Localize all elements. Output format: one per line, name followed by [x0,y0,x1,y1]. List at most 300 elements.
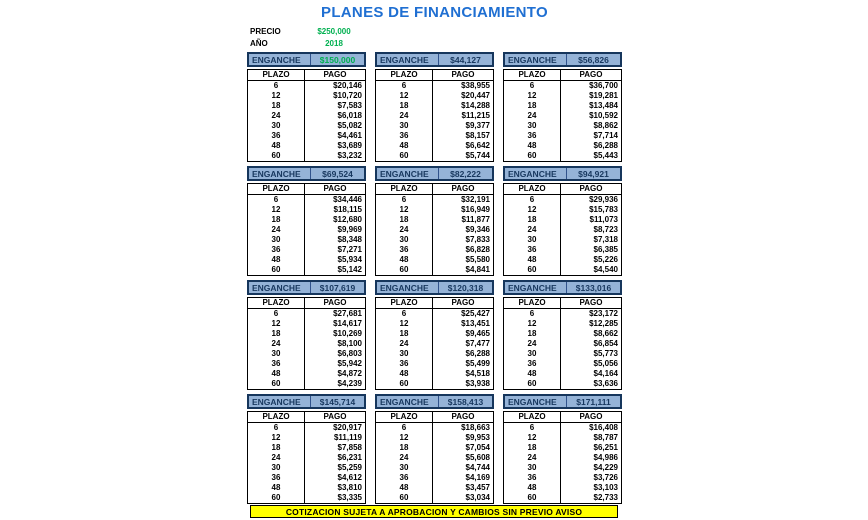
payment-row [248,111,365,121]
payment-row [504,349,621,359]
payment-table-header-row [248,298,365,309]
payment-row [504,131,621,141]
plazo-value: 18 [504,329,561,339]
plazo-value: 24 [248,339,305,349]
plazo-value: 18 [376,215,433,225]
plazo-value: 18 [376,443,433,453]
pago-value: $6,642 [465,141,490,150]
enganche-header [503,166,622,181]
anio-label: AÑO [250,38,268,48]
payment-row [504,151,621,161]
payment-row [248,379,365,389]
payment-row [376,433,493,443]
payment-row [504,81,621,91]
payment-row [504,141,621,151]
pago-value: $13,451 [461,319,490,328]
plazo-column-header: PLAZO [504,298,561,308]
payment-row [376,423,493,433]
pago-value: $6,828 [465,245,490,254]
plazo-value: 30 [376,463,433,473]
payment-row [376,151,493,161]
pago-value: $23,172 [589,309,618,318]
pago-value: $3,938 [465,379,490,388]
pago-value: $3,457 [465,483,490,492]
plan-card [247,166,366,276]
pago-value: $9,465 [465,329,490,338]
pago-value: $7,477 [465,339,490,348]
pago-value: $3,810 [337,483,362,492]
plazo-value: 12 [376,319,433,329]
plazo-value: 60 [504,493,561,503]
plazo-value: 36 [504,473,561,483]
pago-value: $3,232 [337,151,362,160]
plan-card [503,166,622,276]
payment-table-header-row [504,298,621,309]
plazo-value: 36 [248,473,305,483]
pago-column-header: PAGO [451,70,475,79]
payment-row [248,443,365,453]
plazo-value: 36 [248,245,305,255]
pago-value: $6,251 [593,443,618,452]
disclaimer-banner: COTIZACION SUJETA A APROBACION Y CAMBIOS SIN PREVIO AVISO [250,505,618,518]
plazo-value: 36 [504,359,561,369]
pago-value: $8,662 [593,329,618,338]
enganche-header [375,52,494,67]
pago-value: $7,318 [593,235,618,244]
payment-row [248,433,365,443]
plazo-value: 60 [376,265,433,275]
plazo-value: 48 [248,141,305,151]
payment-row [376,493,493,503]
plazo-value: 24 [504,111,561,121]
pago-value: $3,103 [593,483,618,492]
payment-row [504,215,621,225]
pago-value: $4,841 [465,265,490,274]
pago-value: $3,689 [337,141,362,150]
payment-row [504,319,621,329]
enganche-header [375,280,494,295]
plazo-value: 48 [376,369,433,379]
pago-value: $4,612 [337,473,362,482]
payment-row [504,309,621,319]
payment-row [376,379,493,389]
payment-row [376,101,493,111]
pago-value: $5,259 [337,463,362,472]
enganche-value: $145,714 [319,396,356,407]
payment-row [504,265,621,275]
payment-row [504,493,621,503]
plazo-column-header: PLAZO [504,412,561,422]
plazo-value: 30 [376,121,433,131]
pago-value: $34,446 [333,195,362,204]
plazo-value: 12 [376,205,433,215]
pago-value: $11,215 [461,111,490,120]
payment-row [504,423,621,433]
payment-table-header-row [376,70,493,81]
plazo-column-header: PLAZO [504,184,561,194]
plazo-value: 60 [376,493,433,503]
plazo-value: 36 [376,359,433,369]
plazo-value: 6 [248,81,305,91]
plan-card [247,280,366,390]
plazo-value: 6 [248,195,305,205]
plazo-column-header: PLAZO [376,298,433,308]
plans-grid [247,52,622,504]
payment-row [376,255,493,265]
plazo-value: 18 [248,443,305,453]
payment-table-header-row [248,412,365,423]
plazo-value: 36 [504,131,561,141]
pago-value: $4,518 [465,369,490,378]
pago-column-header: PAGO [323,70,347,79]
plan-card [503,280,622,390]
pago-value: $16,408 [589,423,618,432]
plazo-value: 60 [376,151,433,161]
payment-table [375,297,494,390]
plazo-value: 60 [248,151,305,161]
pago-value: $6,803 [337,349,362,358]
payment-row [504,379,621,389]
enganche-header [247,280,366,295]
enganche-label: ENGANCHE [377,396,439,407]
pago-value: $38,955 [461,81,490,90]
plazo-value: 30 [248,349,305,359]
payment-row [248,339,365,349]
pago-value: $5,443 [593,151,618,160]
pago-value: $6,385 [593,245,618,254]
payment-row [248,265,365,275]
plan-card [503,52,622,162]
enganche-label: ENGANCHE [249,396,311,407]
pago-value: $5,773 [593,349,618,358]
plazo-column-header: PLAZO [376,184,433,194]
price-info-block [250,25,360,49]
payment-row [248,195,365,205]
enganche-value: $120,318 [447,282,484,293]
pago-value: $5,082 [337,121,362,130]
plazo-value: 24 [248,453,305,463]
pago-value: $20,146 [333,81,362,90]
payment-row [248,151,365,161]
payment-row [248,453,365,463]
plazo-column-header: PLAZO [376,70,433,80]
plazo-column-header: PLAZO [248,184,305,194]
plan-card [375,166,494,276]
pago-value: $8,787 [593,433,618,442]
payment-row [376,205,493,215]
plazo-column-header: PLAZO [504,70,561,80]
plazo-value: 60 [504,379,561,389]
precio-value: $250,000 [317,26,351,36]
enganche-value: $44,127 [450,54,481,65]
payment-row [504,255,621,265]
payment-row [504,453,621,463]
payment-table-header-row [376,298,493,309]
plazo-value: 48 [248,369,305,379]
plazo-value: 48 [376,255,433,265]
pago-value: $9,953 [465,433,490,442]
payment-row [376,359,493,369]
payment-row [248,423,365,433]
plazo-value: 30 [248,121,305,131]
pago-value: $11,877 [461,215,490,224]
pago-value: $20,917 [333,423,362,432]
pago-value: $3,034 [465,493,490,502]
plazo-value: 6 [248,309,305,319]
plazo-value: 12 [376,433,433,443]
pago-value: $9,969 [337,225,362,234]
payment-table [503,411,622,504]
enganche-label: ENGANCHE [249,168,311,179]
payment-row [248,309,365,319]
enganche-header [247,166,366,181]
pago-column-header: PAGO [579,298,603,307]
pago-value: $25,427 [461,309,490,318]
enganche-label: ENGANCHE [505,396,567,407]
payment-row [376,453,493,463]
pago-value: $29,936 [589,195,618,204]
plazo-value: 24 [376,111,433,121]
enganche-value: $107,619 [319,282,356,293]
payment-row [376,473,493,483]
anio-value: 2018 [325,38,343,48]
pago-column-header: PAGO [323,298,347,307]
payment-row [504,473,621,483]
plazo-value: 18 [504,215,561,225]
payment-row [504,121,621,131]
plazo-value: 30 [504,349,561,359]
pago-value: $4,461 [337,131,362,140]
pago-value: $7,858 [337,443,362,452]
pago-value: $5,744 [465,151,490,160]
financing-sheet [247,4,622,518]
payment-row [504,205,621,215]
pago-value: $8,862 [593,121,618,130]
plazo-value: 36 [376,131,433,141]
enganche-header [247,394,366,409]
plazo-value: 6 [376,309,433,319]
plan-card [503,394,622,504]
pago-value: $11,073 [589,215,618,224]
plazo-value: 6 [376,195,433,205]
plazo-value: 6 [504,81,561,91]
pago-value: $6,231 [337,453,362,462]
pago-value: $7,271 [337,245,362,254]
payment-row [248,359,365,369]
plazo-value: 12 [248,433,305,443]
payment-row [376,81,493,91]
payment-row [376,235,493,245]
pago-column-header: PAGO [451,298,475,307]
enganche-value: $133,016 [575,282,612,293]
payment-row [376,121,493,131]
pago-value: $10,720 [333,91,362,100]
payment-table-header-row [504,412,621,423]
pago-value: $8,348 [337,235,362,244]
plazo-value: 30 [376,235,433,245]
plazo-column-header: PLAZO [248,412,305,422]
pago-value: $9,346 [465,225,490,234]
plazo-value: 30 [504,235,561,245]
pago-value: $12,680 [333,215,362,224]
plazo-value: 30 [504,121,561,131]
payment-row [248,91,365,101]
payment-table-header-row [376,412,493,423]
enganche-label: ENGANCHE [249,282,311,293]
plazo-value: 6 [504,195,561,205]
pago-value: $18,663 [461,423,490,432]
payment-row [248,349,365,359]
payment-row [504,91,621,101]
pago-value: $4,540 [593,265,618,274]
pago-value: $7,583 [337,101,362,110]
plazo-value: 12 [248,319,305,329]
pago-value: $5,934 [337,255,362,264]
pago-column-header: PAGO [323,412,347,421]
plazo-value: 48 [376,141,433,151]
pago-value: $3,636 [593,379,618,388]
payment-row [248,225,365,235]
plazo-value: 6 [504,309,561,319]
payment-table-header-row [248,184,365,195]
plan-card [375,52,494,162]
enganche-label: ENGANCHE [377,168,439,179]
plazo-value: 18 [248,101,305,111]
pago-value: $12,285 [589,319,618,328]
plazo-value: 6 [376,81,433,91]
payment-table-header-row [376,184,493,195]
enganche-label: ENGANCHE [505,282,567,293]
plazo-value: 48 [504,369,561,379]
payment-row [504,225,621,235]
anio-row [250,37,360,49]
plazo-value: 48 [504,141,561,151]
pago-value: $14,617 [333,319,362,328]
payment-table [375,183,494,276]
plan-card [247,394,366,504]
pago-value: $36,700 [589,81,618,90]
plazo-value: 30 [376,349,433,359]
plazo-value: 12 [504,205,561,215]
payment-row [376,215,493,225]
payment-row [376,483,493,493]
payment-row [376,319,493,329]
enganche-value: $69,524 [322,168,353,179]
plazo-value: 24 [376,453,433,463]
enganche-header [375,166,494,181]
payment-table [247,411,366,504]
enganche-value: $56,826 [578,54,609,65]
payment-row [504,329,621,339]
plazo-value: 30 [504,463,561,473]
pago-column-header: PAGO [579,412,603,421]
enganche-label: ENGANCHE [377,54,439,65]
payment-row [248,121,365,131]
payment-row [504,111,621,121]
plazo-value: 48 [376,483,433,493]
pago-value: $4,229 [593,463,618,472]
page-title: PLANES DE FINANCIAMIENTO [321,4,548,21]
pago-value: $3,335 [337,493,362,502]
payment-row [376,141,493,151]
plazo-value: 36 [376,473,433,483]
payment-row [248,319,365,329]
pago-value: $20,447 [461,91,490,100]
plazo-value: 12 [248,205,305,215]
pago-value: $6,854 [593,339,618,348]
pago-value: $19,281 [589,91,618,100]
pago-value: $8,723 [593,225,618,234]
plazo-value: 18 [376,101,433,111]
payment-row [248,483,365,493]
plazo-value: 24 [504,453,561,463]
payment-table-header-row [248,70,365,81]
payment-row [376,443,493,453]
payment-table-header-row [504,70,621,81]
plazo-value: 24 [376,339,433,349]
enganche-label: ENGANCHE [249,54,311,65]
payment-row [376,463,493,473]
enganche-value: $150,000 [319,54,356,65]
pago-value: $32,191 [461,195,490,204]
enganche-header [503,280,622,295]
payment-row [248,205,365,215]
payment-row [376,349,493,359]
plazo-value: 60 [248,265,305,275]
plazo-value: 60 [248,493,305,503]
enganche-value: $158,413 [447,396,484,407]
pago-value: $6,288 [593,141,618,150]
enganche-value: $171,111 [576,396,611,407]
enganche-value: $94,921 [578,168,609,179]
plazo-value: 30 [248,463,305,473]
plazo-value: 60 [504,265,561,275]
pago-value: $6,018 [337,111,362,120]
enganche-label: ENGANCHE [505,54,567,65]
payment-row [248,493,365,503]
payment-row [504,235,621,245]
payment-row [376,131,493,141]
plazo-column-header: PLAZO [248,298,305,308]
payment-row [248,245,365,255]
pago-value: $15,783 [589,205,618,214]
payment-row [504,245,621,255]
pago-value: $5,142 [337,265,362,274]
plazo-value: 24 [248,225,305,235]
payment-row [376,309,493,319]
payment-row [376,339,493,349]
plazo-value: 6 [504,423,561,433]
enganche-header [503,394,622,409]
payment-row [248,255,365,265]
enganche-header [375,394,494,409]
payment-row [248,101,365,111]
payment-row [248,473,365,483]
pago-value: $8,157 [465,131,490,140]
pago-value: $5,608 [465,453,490,462]
payment-table-header-row [504,184,621,195]
plazo-value: 48 [504,255,561,265]
plazo-value: 48 [248,483,305,493]
payment-table [375,411,494,504]
payment-row [376,195,493,205]
payment-row [504,463,621,473]
pago-value: $5,580 [465,255,490,264]
plazo-value: 36 [376,245,433,255]
pago-column-header: PAGO [323,184,347,193]
plazo-value: 24 [504,339,561,349]
pago-value: $3,726 [593,473,618,482]
